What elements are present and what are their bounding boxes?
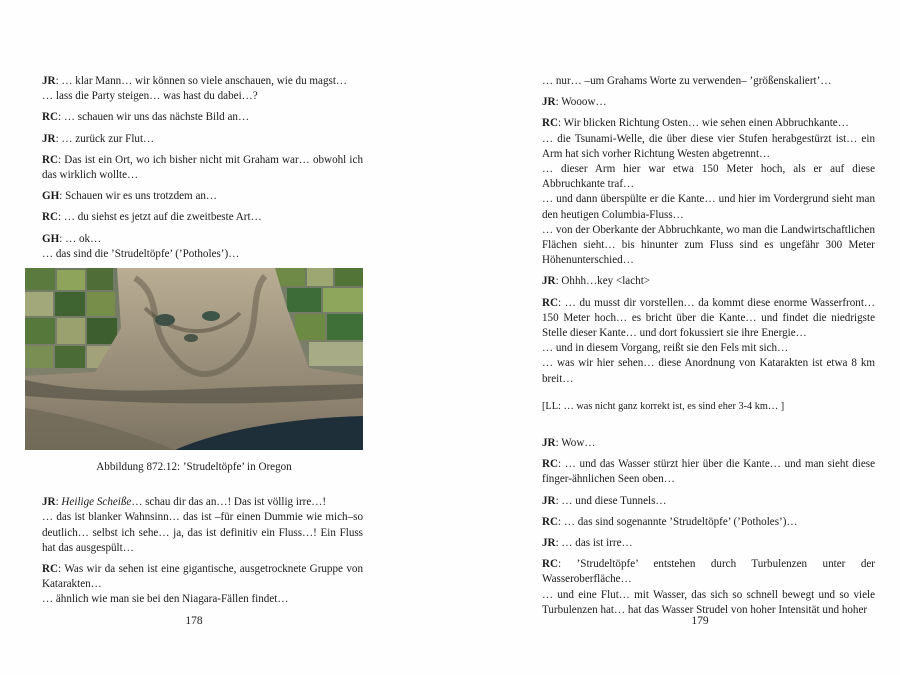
speaker-label: RC	[542, 558, 559, 571]
dialogue-line: … dieser Arm hier war etwa 150 Meter hoch, als er auf diese Abbruchkante traf…	[542, 163, 875, 191]
speaker-label: RC	[42, 111, 59, 124]
speaker-label: GH	[42, 232, 60, 245]
speaker-label: RC	[42, 153, 59, 166]
speaker-label: RC	[542, 515, 559, 528]
dialogue-line: JR: … und diese Tunnels…	[542, 494, 667, 507]
speaker-label: GH	[42, 190, 60, 203]
dialogue-line: … ähnlich wie man sie bei den Niagara-Fällen findet…	[42, 593, 289, 606]
speaker-label: JR	[542, 275, 556, 288]
dialogue-line: … von der Oberkante der Abbruchkante, wo man die Landwirtschaftlichen Flächen sieht… bis hinunter zum Fluss sind es ungefähr 300 Meter Höhenunterschied…	[542, 223, 875, 267]
right-text-column	[525, 74, 875, 624]
dialogue-block	[25, 74, 363, 262]
dialogue-line: JR: … klar Mann… wir können so viele anschauen, wie du magst…	[42, 75, 348, 87]
dialogue-paragraph	[525, 274, 875, 289]
dialogue-line: … das ist blanker Wahnsinn… das ist –für einen Dummie wie mich–so deutlich… selbst ich sehe… ja, das ist definitiv ein Fluss…! Ein Fluss hat das ausgespült…	[42, 511, 363, 554]
figure-caption: Abbildung 872.12: ’Strudeltöpfe’ in Oregon	[96, 461, 292, 474]
dialogue-line: … und dann überspülte er die Kante… und hier im Vordergrund sieht man den heutigen Columbia-Fluss…	[542, 193, 875, 221]
figure	[25, 268, 363, 475]
speaker-label: JR	[542, 537, 556, 550]
emphasis-text: Heilige Scheiße	[61, 496, 132, 509]
dialogue-paragraph	[525, 296, 875, 387]
dialogue-line: … und eine Flut… mit Wasser, das sich so schnell bewegt und so viele Turbulenzen hat… hat das Wasser Strudel von hoher Intensität und hoher	[542, 588, 875, 616]
left-text-column	[25, 74, 363, 614]
dialogue-paragraph	[525, 515, 875, 530]
dialogue-paragraph	[25, 210, 363, 225]
dialogue-line: JR: Wooow…	[542, 96, 607, 109]
speaker-label: RC	[42, 563, 59, 576]
dialogue-line: … was wir hier sehen… diese Anordnung von Katarakten ist etwa 8 km breit…	[542, 357, 875, 385]
dialogue-paragraph	[525, 95, 875, 110]
dialogue-block	[525, 95, 875, 387]
dialogue-paragraph	[525, 116, 875, 268]
speaker-label: RC	[542, 458, 559, 471]
speaker-label: JR	[42, 496, 56, 509]
dialogue-line: RC: Wir blicken Richtung Osten… wie sehen einen Abbruchkante…	[542, 117, 849, 130]
dialogue-line: RC: Was wir da sehen ist eine gigantische, ausgetrocknete Gruppe von Katarakten…	[42, 563, 363, 591]
right-page	[450, 0, 900, 675]
dialogue-paragraph	[25, 110, 363, 125]
dialogue-paragraph	[25, 232, 363, 262]
dialogue-line: RC: … schauen wir uns das nächste Bild an…	[42, 111, 250, 124]
dialogue-line: GH: Schauen wir es uns trotzdem an…	[42, 190, 218, 203]
page-number: 179	[691, 615, 709, 627]
speaker-label: JR	[542, 494, 556, 507]
speaker-label: RC	[542, 117, 559, 130]
dialogue-paragraph	[25, 132, 363, 147]
dialogue-line: … die Tsunami-Welle, die über diese vier Stufen herabgestürzt ist… ein Arm hat sich vorher Richtung Westen abgetrennt…	[542, 132, 875, 160]
dialogue-line: JR: Wow…	[542, 437, 596, 450]
dialogue-line: JR: … zurück zur Flut…	[42, 132, 155, 145]
speaker-label: JR	[42, 132, 56, 145]
dialogue-line: … und in diesem Vorgang, reißt sie den Fels mit sich…	[542, 342, 789, 355]
dialogue-block	[25, 495, 363, 607]
dialogue-line: RC: ’Strudeltöpfe’ entstehen durch Turbulenzen unter der Wasseroberfläche…	[542, 558, 875, 586]
speaker-label: RC	[542, 296, 559, 309]
continuation-line: … nur… –um Grahams Worte zu verwenden– ’größenskaliert’…	[542, 75, 832, 87]
dialogue-line: GH: … ok…	[42, 232, 102, 245]
speaker-label: JR	[542, 96, 556, 109]
editor-note: [LL: … was nicht ganz korrekt ist, es sind eher 3-4 km… ]	[542, 400, 785, 412]
dialogue-line: RC: … das sind sogenannte ’Strudeltöpfe’ (’Potholes’)…	[542, 515, 798, 528]
dialogue-line: JR: … das ist irre…	[542, 537, 633, 550]
dialogue-line: RC: … und das Wasser stürzt hier über die Kante… und man sieht diese finger-ähnlichen Seen oben…	[542, 458, 875, 486]
dialogue-line: JR: Ohhh…key <lacht>	[542, 275, 651, 288]
aerial-photo-potholes	[25, 268, 363, 450]
dialogue-line: RC: … du musst dir vorstellen… da kommt diese enorme Wasserfront… 150 Meter hoch… es bricht über die Kante… und findet die niedrigste Stelle dieser Kante… und dort fokussiert sie ihre Energie…	[542, 296, 875, 340]
dialogue-paragraph	[525, 536, 875, 551]
dialogue-paragraph	[525, 557, 875, 618]
dialogue-paragraph	[25, 189, 363, 204]
dialogue-paragraph	[525, 436, 875, 451]
dialogue-paragraph	[525, 457, 875, 487]
dialogue-block	[525, 436, 875, 618]
dialogue-line: RC: … du siehst es jetzt auf die zweitbeste Art…	[42, 211, 262, 224]
dialogue-line: RC: Das ist ein Ort, wo ich bisher nicht mit Graham war… obwohl ich das wirklich wollte…	[42, 153, 363, 182]
dialogue-paragraph	[25, 495, 363, 556]
dialogue-paragraph	[25, 153, 363, 183]
farm-fields-left	[25, 268, 117, 368]
dialogue-line: … lass die Party steigen… was hast du dabei…?	[42, 90, 258, 103]
speaker-label: JR	[542, 437, 556, 450]
speaker-label: RC	[42, 211, 59, 224]
dialogue-paragraph	[525, 494, 875, 509]
dialogue-paragraph	[25, 562, 363, 608]
page-number: 178	[185, 615, 203, 627]
speaker-label: JR	[42, 75, 56, 87]
dialogue-paragraph	[25, 74, 363, 104]
dialogue-line: … das sind die ’Strudeltöpfe’ (’Potholes’)…	[42, 247, 240, 260]
dialogue-line: JR: Heilige Scheiße… schau dir das an…! Das ist völlig irre…!	[42, 496, 327, 509]
